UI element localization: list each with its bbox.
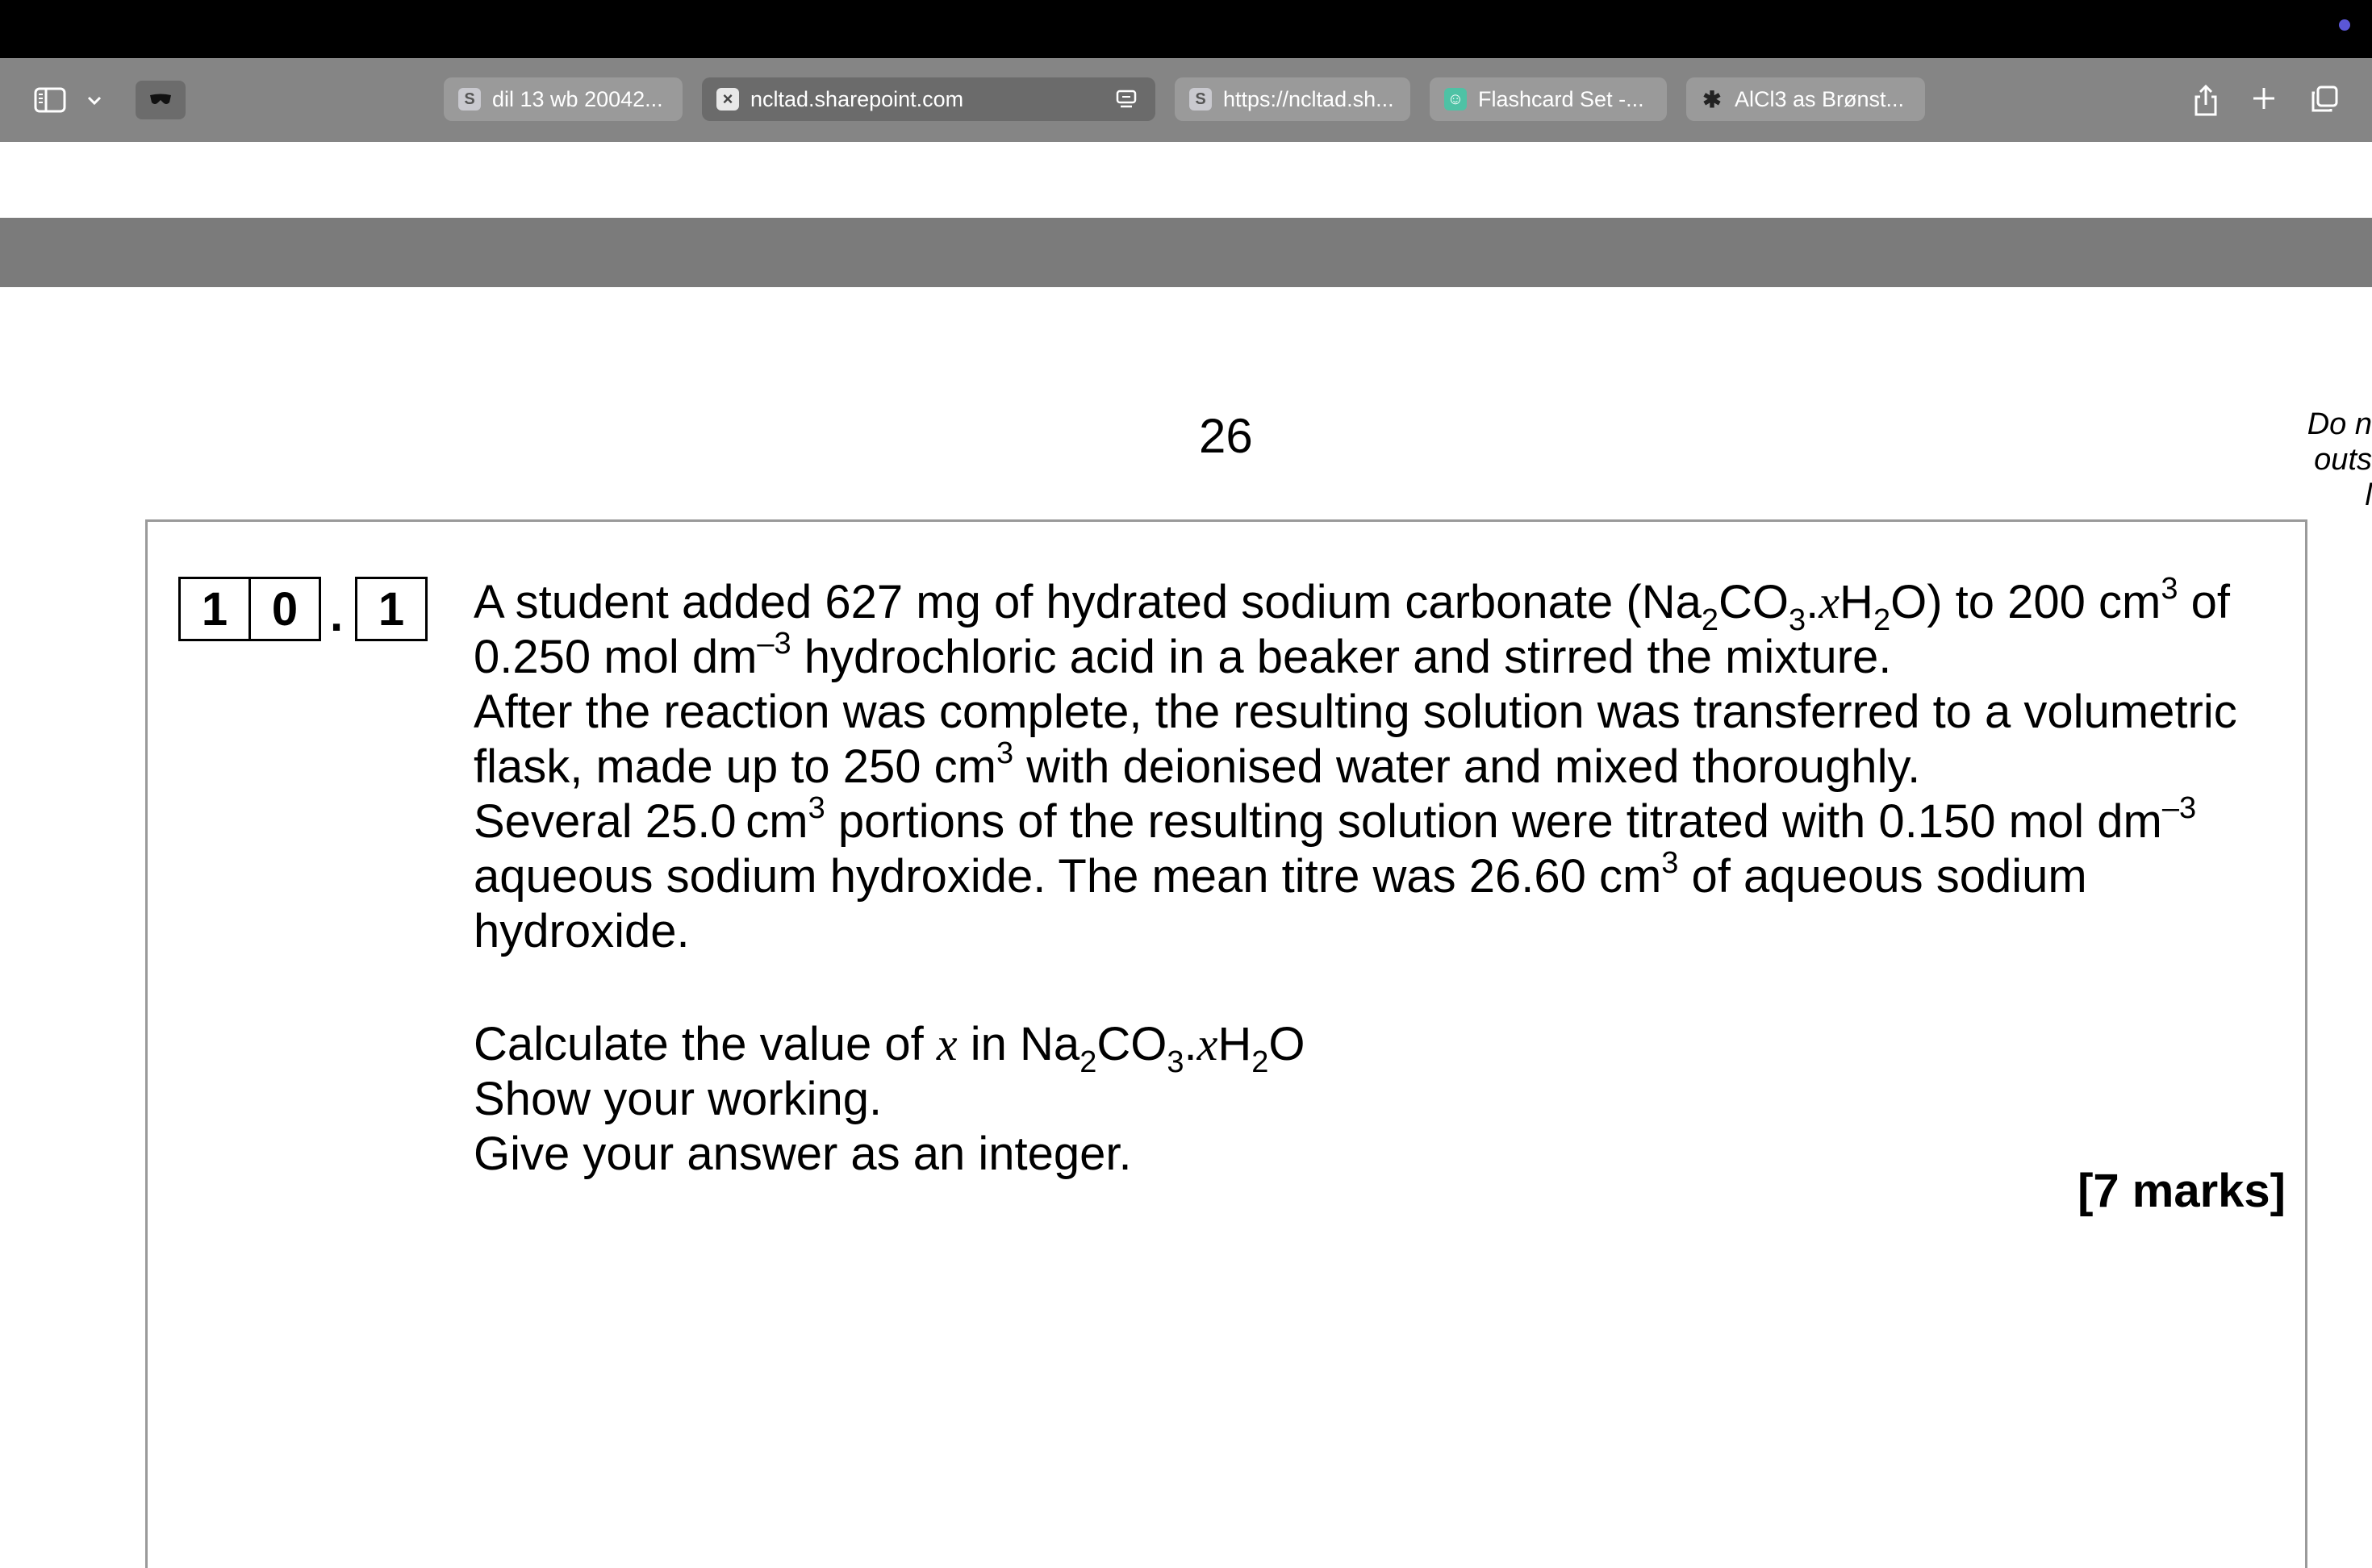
tab-label: AlCl3 as Brønst... bbox=[1735, 86, 1905, 111]
question-text-line: A student added 627 mg of hydrated sodium carbonate $(Na_2CO_3.xH_2O)$ to 200 $cm^3$ of bbox=[474, 571, 2230, 637]
question-text-line: Several 25.0 $cm^3$ portions of the resulting solution were titrated with 0.150 mol $dm^{-3}$ bbox=[474, 790, 2197, 848]
question-text-line: hydroxide. bbox=[474, 905, 690, 957]
plus-icon[interactable] bbox=[2248, 82, 2280, 115]
margin-note bbox=[2306, 407, 2372, 513]
tabs-overview-icon[interactable] bbox=[2307, 82, 2341, 116]
margin-note-line: l bbox=[2365, 478, 2372, 512]
sidebar-icon[interactable] bbox=[32, 84, 68, 116]
marks-label: [7 marks] bbox=[2078, 1165, 2286, 1217]
quizlet-favicon-icon: ☺ bbox=[1444, 88, 1467, 111]
share-icon[interactable] bbox=[2190, 79, 2222, 121]
close-tab-icon[interactable]: × bbox=[716, 88, 739, 111]
margin-note-line: Do n bbox=[2307, 407, 2372, 441]
openai-favicon-icon: ✱ bbox=[1702, 86, 1722, 112]
sharepoint-favicon-icon: S bbox=[458, 88, 481, 111]
tab-dil-13-wb[interactable] bbox=[444, 77, 683, 121]
browser-tab-bar bbox=[0, 58, 2372, 142]
viewer-header-bar bbox=[0, 218, 2372, 287]
tab-flashcard-set[interactable] bbox=[1430, 77, 1667, 121]
tab-label: https://ncltad.sh... bbox=[1223, 86, 1394, 111]
margin-note-line: outs bbox=[2314, 443, 2372, 477]
question-text-line: 0.250 mol $dm^{-3}$ hydrochloric acid in a beaker and stirred the mixture. bbox=[474, 626, 1892, 683]
page-number: 26 bbox=[1199, 409, 1253, 463]
question-text-line: flask, made up to 250 $cm^3$ with deionised water and mixed thoroughly. bbox=[474, 736, 1921, 793]
question-text-line: aqueous sodium hydroxide. The mean titre was 26.60 $cm^3$ of aqueous sodium bbox=[474, 845, 2087, 903]
reader-mode-icon[interactable] bbox=[1115, 89, 1138, 117]
question-number-digit: 0 bbox=[248, 577, 321, 641]
tab-label: dil 13 wb 20042... bbox=[492, 86, 663, 111]
tab-alcl3[interactable] bbox=[1686, 77, 1925, 121]
question-number-separator: . bbox=[330, 589, 344, 641]
question-text-line: After the reaction was complete, the resulting solution was transferred to a volumetric bbox=[474, 686, 2237, 738]
task-text-line: Calculate the value of x in $Na_2CO_3.xH_2O$ bbox=[474, 1018, 1305, 1079]
private-mask-icon[interactable] bbox=[136, 81, 186, 119]
sharepoint-favicon-icon: S bbox=[1189, 88, 1212, 111]
document-toolbar-area bbox=[0, 142, 2372, 218]
chevron-down-icon[interactable] bbox=[82, 89, 106, 113]
tab-ncltad-sharepoint[interactable] bbox=[702, 77, 1155, 121]
tab-label: ncltad.sharepoint.com bbox=[750, 86, 964, 111]
question-box bbox=[145, 519, 2307, 1568]
task-text-line: Show your working. bbox=[474, 1073, 883, 1125]
task-text-line: Give your answer as an integer. bbox=[474, 1128, 1132, 1180]
question-number-digit: 1 bbox=[355, 577, 428, 641]
menu-bar bbox=[0, 0, 2372, 58]
document-page bbox=[0, 287, 2372, 1542]
status-dot-icon bbox=[2339, 19, 2350, 31]
tab-ncltad-url[interactable] bbox=[1175, 77, 1410, 121]
tab-label: Flashcard Set -... bbox=[1478, 86, 1644, 111]
question-number-digit: 1 bbox=[178, 577, 251, 641]
